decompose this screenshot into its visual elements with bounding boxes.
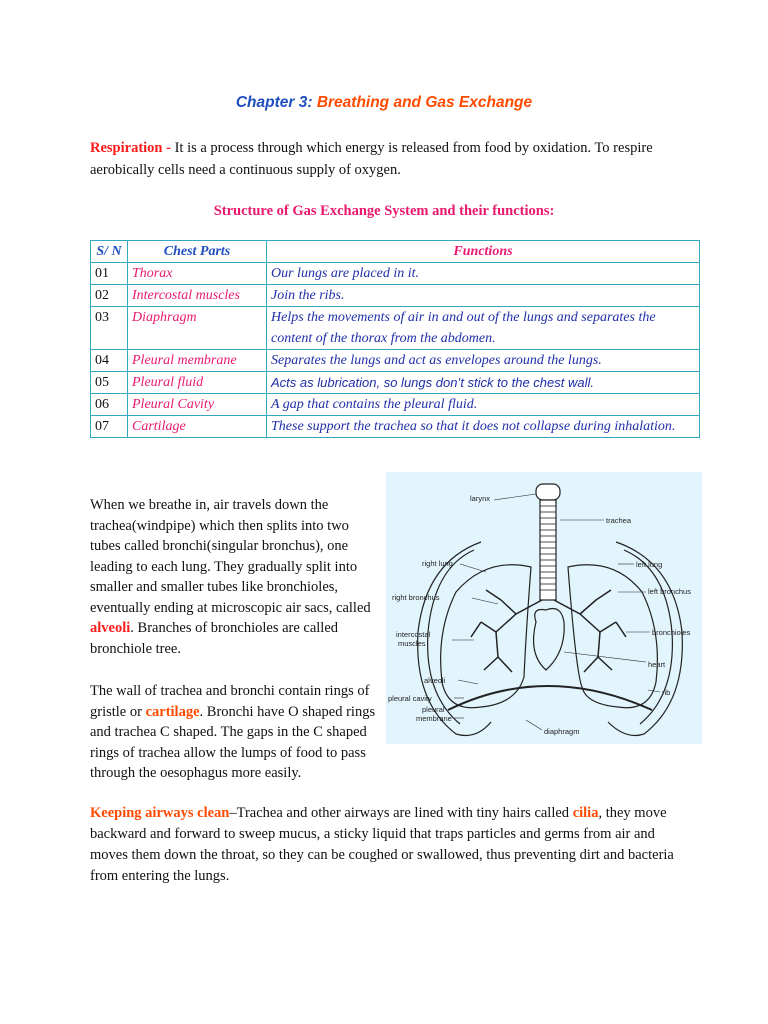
right-lung-outline: [441, 565, 531, 708]
table-row: [91, 416, 700, 438]
label-left-lung: left lung: [636, 560, 663, 569]
table-row: [91, 285, 700, 307]
label-diaphragm: diaphragm: [544, 727, 580, 736]
cartilage-paragraph: [90, 681, 390, 784]
cartilage-text-end: . Bronchi have O shaped rings and trachea C shaped. The gaps in the C shaped rings of trachea allow the lumps of food to pass through the oesophagus more easily.: [90, 703, 376, 781]
chest-parts-table: [90, 240, 700, 438]
left-lung-outline: [568, 565, 657, 708]
airways-paragraph: [90, 803, 695, 887]
label-heart: heart: [648, 660, 666, 669]
table-row: [91, 394, 700, 416]
lungs-illustration: [386, 472, 702, 744]
table-row: [91, 263, 700, 285]
table-header-row: [91, 241, 700, 263]
larynx-shape: [536, 484, 560, 500]
trachea-shape: [540, 500, 556, 600]
row-sn: 07: [91, 416, 128, 438]
row-part: Pleural fluid: [128, 372, 267, 394]
row-sn: 04: [91, 350, 128, 372]
label-right-lung: right lung: [422, 559, 453, 568]
heart-outline: [534, 609, 565, 671]
label-muscles: muscles: [398, 639, 426, 648]
row-sn: 05: [91, 372, 128, 394]
breathing-paragraph: [90, 495, 380, 659]
label-right-bronchus: right bronchus: [392, 593, 440, 602]
row-sn: 01: [91, 263, 128, 285]
row-sn: 06: [91, 394, 128, 416]
row-sn: 02: [91, 285, 128, 307]
row-part: Pleural Cavity: [128, 394, 267, 416]
label-pleural: pleural: [422, 705, 445, 714]
row-function: Helps the movements of air in and out of the lungs and separates the content of the thorax from the abdomen.: [267, 307, 700, 350]
row-part: Pleural membrane: [128, 350, 267, 372]
breathing-text: When we breathe in, air travels down the trachea(windpipe) which then splits into two tubes called bronchi(singular bronchus), one leading to each lung. They gradually split into smaller and smaller tubes like bronchioles, eventually ending at microscopic air sacs, called: [90, 497, 371, 616]
airways-text: –Trachea and other airways are lined with tiny hairs called: [229, 805, 573, 821]
row-function: These support the trachea so that it does not collapse during inhalation.: [267, 416, 700, 438]
row-function: Our lungs are placed in it.: [267, 263, 700, 285]
label-membrane: membrane: [416, 714, 452, 723]
cilia-term: cilia: [572, 805, 599, 821]
table-row: [91, 307, 700, 350]
respiration-paragraph: [90, 137, 690, 181]
respiration-text: It is a process through which energy is released from food by oxidation. To respire aerobically cells need a continuous supply of oxygen.: [90, 140, 653, 178]
page-title: [0, 94, 768, 112]
label-larynx: larynx: [470, 494, 491, 503]
row-part: Intercostal muscles: [128, 285, 267, 307]
label-rib: rib: [662, 688, 671, 697]
row-part: Diaphragm: [128, 307, 267, 350]
row-function: Join the ribs.: [267, 285, 700, 307]
row-function: Separates the lungs and act as envelopes around the lungs.: [267, 350, 700, 372]
row-function: Acts as lubrication, so lungs don’t stick to the chest wall.: [267, 372, 700, 394]
label-trachea: trachea: [606, 516, 632, 525]
diaphragm-line: [448, 686, 652, 710]
label-alveoli: alveoli: [424, 676, 446, 685]
header-functions: Functions: [267, 241, 700, 263]
airways-term: Keeping airways clean: [90, 805, 230, 821]
label-pleural-cavity: pleural cavity: [388, 694, 432, 703]
left-bronchus-path: [554, 600, 600, 632]
cartilage-text: The wall of trachea and bronchi contain rings of gristle or: [90, 683, 370, 720]
airways-text-end: , they move backward and forward to sweep mucus, a sticky liquid that traps particles and germs from air and moves them down the throat, so they can be coughed or swallowed, thus preventing dirt and bacteria from entering the lungs.: [90, 805, 674, 884]
row-part: Thorax: [128, 263, 267, 285]
chapter-number: Chapter 3: [235, 94, 308, 111]
table-row: [91, 372, 700, 394]
alveoli-term: alveoli: [90, 620, 131, 636]
respiration-term: Respiration -: [90, 140, 171, 156]
table-heading: Structure of Gas Exchange System and their functions:: [213, 203, 555, 219]
label-bronchioles: bronchioles: [652, 628, 691, 637]
chapter-title: Breathing and Gas Exchange: [316, 94, 533, 111]
label-intercostal: intercostal: [396, 630, 431, 639]
header-sn: S/ N: [91, 241, 128, 263]
breathing-text-end: . Branches of bronchioles are called bronchiole tree.: [90, 620, 339, 657]
label-left-bronchus: left bronchus: [648, 587, 691, 596]
header-chest-parts: Chest Parts: [128, 241, 267, 263]
cartilage-term: cartilage: [145, 703, 200, 720]
lungs-diagram: [386, 472, 702, 744]
row-sn: 03: [91, 307, 128, 350]
table-row: [91, 350, 700, 372]
title-colon: :: [307, 94, 313, 111]
row-part: Cartilage: [128, 416, 267, 438]
row-function: A gap that contains the pleural fluid.: [267, 394, 700, 416]
